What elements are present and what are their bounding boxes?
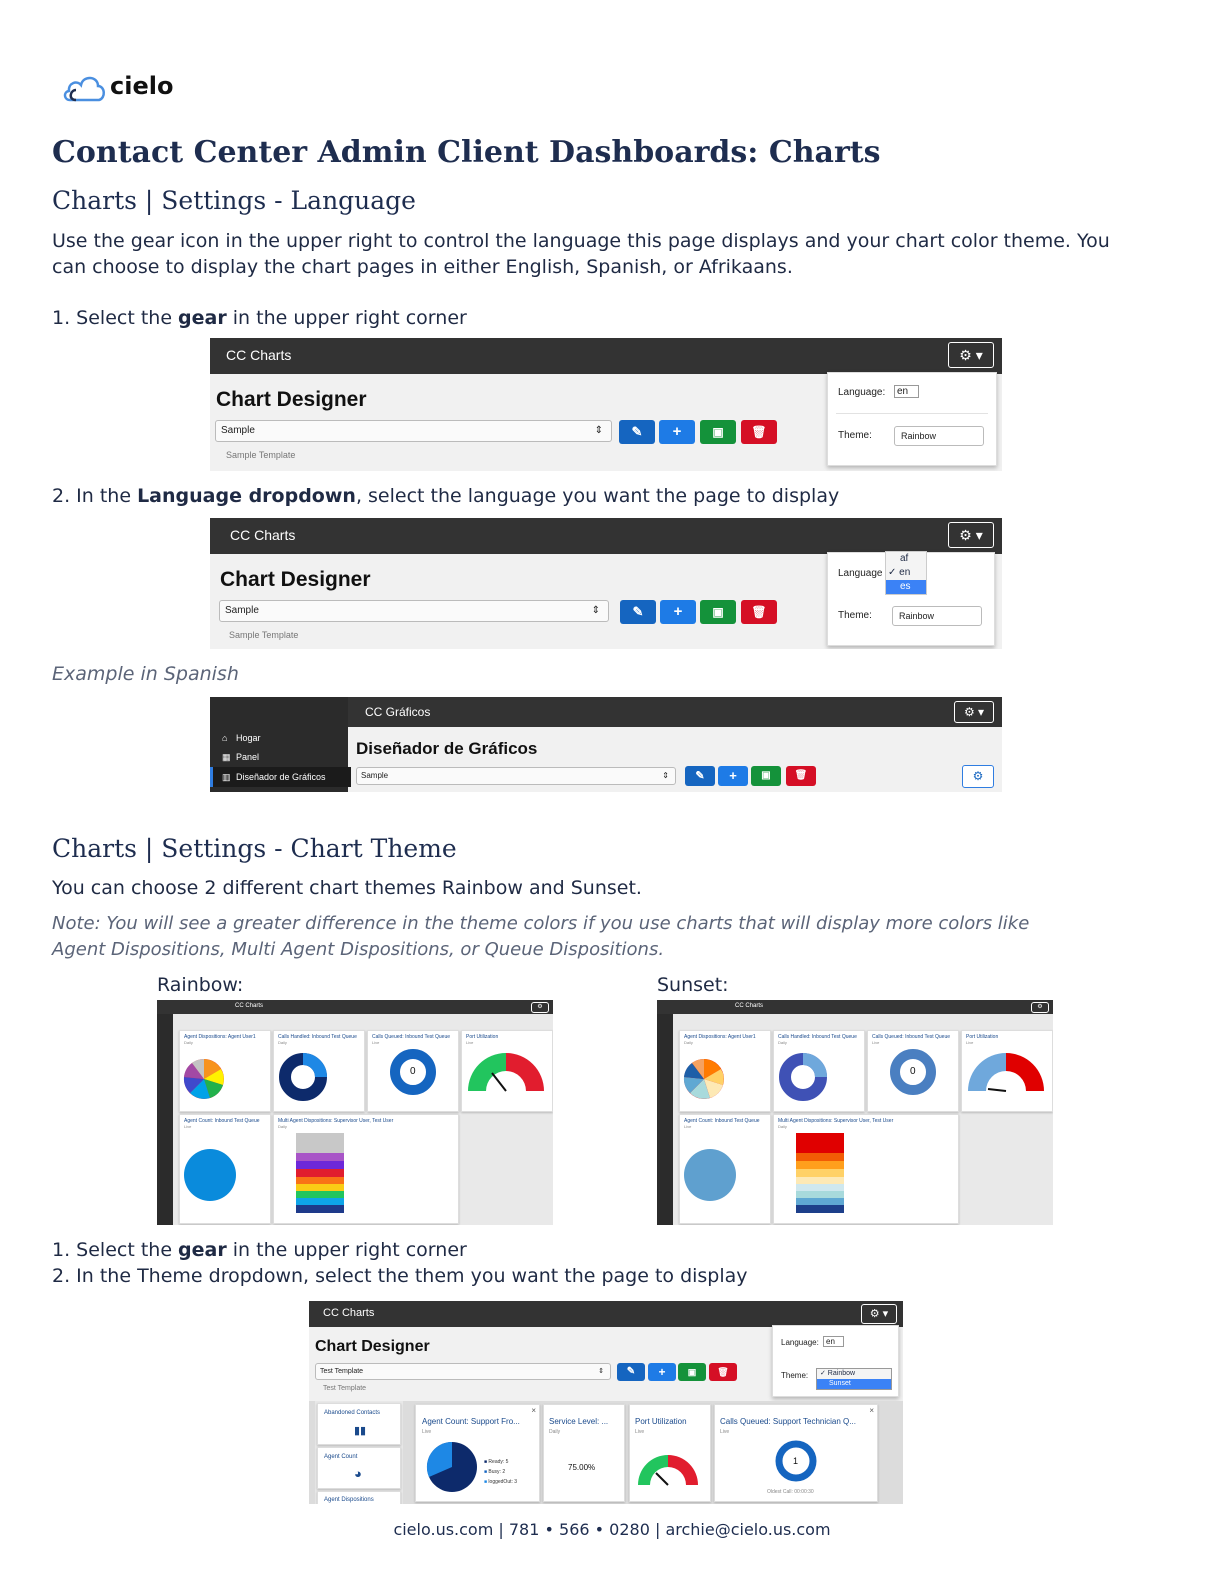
legend-label: loggedOut: 3 bbox=[488, 1479, 518, 1485]
save-icon: ▣ bbox=[761, 770, 771, 781]
card-title: Calls Queued: Inbound Test Queue bbox=[872, 1034, 951, 1040]
step-text: 1. Select the bbox=[52, 1239, 179, 1261]
language-select[interactable]: en bbox=[894, 385, 919, 398]
section-intro-theme: You can choose 2 different chart themes Rainbow and Sunset. bbox=[52, 877, 642, 899]
save-icon: ▣ bbox=[712, 425, 724, 439]
bar-chart-icon: ▮▮ bbox=[354, 1425, 367, 1437]
gear-button[interactable] bbox=[948, 522, 994, 548]
widget-calls-queued bbox=[714, 1404, 878, 1502]
language-option-en[interactable]: ✓ en bbox=[888, 567, 911, 578]
app-title: CC Charts bbox=[226, 347, 292, 363]
theme-select[interactable]: Rainbow bbox=[892, 606, 982, 626]
card-sub: Daily bbox=[684, 1040, 693, 1045]
card-agent-count bbox=[179, 1114, 271, 1224]
step-language-dropdown bbox=[52, 483, 839, 509]
card-sub: Daily bbox=[778, 1124, 787, 1129]
oldest-call: Oldest Call: 00:00:30 bbox=[767, 1489, 814, 1495]
pie-chart bbox=[416, 1405, 539, 1501]
gear-icon: ⚙ bbox=[972, 769, 984, 783]
card-title: Multi Agent Dispositions: Supervisor User, Test User bbox=[778, 1118, 894, 1124]
gauge-chart bbox=[462, 1031, 552, 1111]
theme-note: Note: You will see a greater difference in the theme colors if you use charts that will display more colors like Agent Dispositions, Multi Agent Dispositions, or Queue Dispositions. bbox=[52, 913, 1030, 960]
select-arrows-icon: ⇕ bbox=[594, 425, 603, 436]
logo bbox=[62, 70, 182, 104]
template-select[interactable] bbox=[215, 420, 612, 442]
step-text: 2. In the bbox=[52, 485, 138, 507]
app-title: CC Gráficos bbox=[365, 705, 431, 719]
screenshot-theme-dropdown bbox=[309, 1301, 903, 1504]
card-port-utilization bbox=[461, 1030, 553, 1112]
gear-button[interactable] bbox=[948, 342, 994, 368]
dashboard-sunset bbox=[657, 1000, 1053, 1225]
language-label: Language: bbox=[838, 387, 886, 398]
step-select-gear bbox=[52, 305, 467, 331]
legend-item: ■ Busy: 2 bbox=[484, 1469, 506, 1475]
save-icon: ▣ bbox=[712, 605, 724, 619]
app-title: CC Charts bbox=[230, 527, 296, 543]
popup-divider bbox=[836, 413, 988, 414]
theme-dropdown-list[interactable] bbox=[816, 1368, 892, 1390]
queued-value: 1 bbox=[793, 1456, 799, 1466]
section-heading-theme: Charts | Settings - Chart Theme bbox=[52, 834, 457, 863]
save-button[interactable] bbox=[751, 766, 781, 786]
card-title: Calls Queued: Support Technician Q... bbox=[720, 1417, 856, 1426]
plus-icon: + bbox=[672, 423, 682, 440]
app-topbar bbox=[210, 338, 1002, 374]
step-bold: gear bbox=[178, 1239, 227, 1261]
sidebar bbox=[157, 1014, 173, 1225]
gear-button[interactable] bbox=[1031, 1002, 1049, 1013]
pencil-icon: ✎ bbox=[695, 770, 705, 782]
sidebar-item-panel[interactable] bbox=[222, 752, 259, 763]
card-calls-queued bbox=[367, 1030, 459, 1112]
card-title: Agent Count: Inbound Test Queue bbox=[184, 1118, 260, 1124]
palette-item-label: Agent Dispositions bbox=[324, 1497, 374, 1503]
card-title: Calls Handled: Inbound Test Queue bbox=[278, 1034, 357, 1040]
card-agent-dispositions bbox=[179, 1030, 271, 1112]
card-sub: Daily bbox=[778, 1040, 787, 1045]
app-topbar bbox=[657, 1000, 1053, 1014]
select-arrows-icon: ⇕ bbox=[598, 1368, 604, 1375]
widget-agent-count bbox=[415, 1404, 540, 1502]
card-sub: Live bbox=[872, 1040, 880, 1045]
close-icon[interactable]: × bbox=[869, 1406, 874, 1415]
legend-item: ■ Ready: 5 bbox=[484, 1459, 509, 1465]
template-select[interactable] bbox=[315, 1363, 611, 1380]
screenshot-gear-menu bbox=[210, 338, 1002, 471]
card-title: Calls Queued: Inbound Test Queue bbox=[372, 1034, 451, 1040]
palette-item-label: Abandoned Contacts bbox=[324, 1410, 381, 1416]
pie-chart bbox=[680, 1115, 770, 1223]
delete-button[interactable] bbox=[741, 600, 777, 624]
gear-icon: ⚙ ▾ bbox=[959, 527, 983, 543]
queued-value: 0 bbox=[910, 1066, 916, 1077]
pie-chart bbox=[680, 1031, 770, 1111]
palette-item-agent-dispositions[interactable] bbox=[317, 1491, 401, 1504]
app-topbar bbox=[348, 697, 1002, 727]
card-sub: Live bbox=[184, 1124, 192, 1129]
save-button[interactable] bbox=[678, 1363, 706, 1381]
gear-icon: ⚙ ▾ bbox=[959, 347, 983, 363]
card-sub: Live bbox=[422, 1429, 432, 1435]
select-arrows-icon: ⇕ bbox=[591, 605, 600, 616]
add-button[interactable] bbox=[718, 766, 748, 786]
settings-popup bbox=[827, 372, 997, 466]
app-title: CC Charts bbox=[323, 1307, 375, 1319]
trash-icon: 🗑 bbox=[751, 605, 767, 619]
card-sub: Daily bbox=[278, 1040, 287, 1045]
trash-icon: 🗑 bbox=[751, 425, 767, 439]
template-select[interactable] bbox=[219, 600, 609, 622]
card-title: Agent Dispositions: Agent User1 bbox=[184, 1034, 256, 1040]
card-multi-agent bbox=[273, 1114, 459, 1224]
queue-donut bbox=[715, 1405, 877, 1501]
language-label: Language bbox=[838, 568, 883, 579]
edit-button[interactable] bbox=[619, 420, 655, 444]
card-sub: Live bbox=[684, 1124, 692, 1129]
language-select[interactable]: en bbox=[823, 1336, 844, 1347]
pencil-icon: ✎ bbox=[631, 424, 643, 439]
app-title: CC Charts bbox=[235, 1003, 264, 1009]
section-intro-language: Use the gear icon in the upper right to control the language this page displays and your chart color theme. You can choose to display the chart pages in either English, Spanish, or Afrikaans. bbox=[52, 230, 1110, 278]
sunset-label: Sunset: bbox=[657, 974, 729, 996]
chart-designer-title: Chart Designer bbox=[220, 568, 371, 591]
app-topbar bbox=[157, 1000, 553, 1014]
legend-item: ■ loggedOut: 3 bbox=[484, 1479, 518, 1485]
card-port-utilization bbox=[961, 1030, 1053, 1112]
card-sub: Daily bbox=[184, 1040, 193, 1045]
step-select-gear-theme bbox=[52, 1237, 467, 1263]
pie-chart bbox=[180, 1115, 270, 1223]
plus-icon: + bbox=[658, 1365, 666, 1379]
card-calls-queued bbox=[867, 1030, 959, 1112]
card-title: Agent Dispositions: Agent User1 bbox=[684, 1034, 756, 1040]
chart-designer-title: Chart Designer bbox=[216, 388, 367, 411]
donut-chart bbox=[274, 1031, 364, 1111]
step-theme-dropdown: 2. In the Theme dropdown, select the them you want the page to display bbox=[52, 1265, 748, 1287]
theme-label: Theme: bbox=[781, 1371, 809, 1380]
card-sub: Live bbox=[466, 1040, 474, 1045]
card-calls-handled bbox=[273, 1030, 365, 1112]
card-title: Service Level: ... bbox=[549, 1417, 609, 1426]
edit-button[interactable] bbox=[685, 766, 715, 786]
gear-button[interactable] bbox=[531, 1002, 549, 1013]
step-bold: gear bbox=[178, 307, 227, 329]
app-topbar bbox=[309, 1301, 903, 1327]
page-title: Contact Center Admin Client Dashboards: Charts bbox=[52, 135, 881, 170]
template-label: Test Template bbox=[323, 1385, 367, 1392]
card-title: Port Utilization bbox=[966, 1034, 999, 1040]
gear-icon: ⚙ ▾ bbox=[963, 705, 985, 719]
sidebar-item-chart-designer[interactable] bbox=[210, 767, 351, 787]
pie-icon: ◕ bbox=[354, 1466, 362, 1481]
sidebar-item-label: Panel bbox=[236, 752, 260, 762]
card-title: Port Utilization bbox=[466, 1034, 499, 1040]
theme-label: Theme: bbox=[838, 610, 872, 621]
card-title: Port Utilization bbox=[635, 1417, 687, 1426]
legend-label: Ready: 5 bbox=[488, 1459, 509, 1465]
gauge-chart bbox=[962, 1031, 1052, 1111]
card-sub: Daily bbox=[549, 1429, 561, 1435]
sidebar-item-label: Diseñador de Gráficos bbox=[236, 772, 326, 782]
gear-button[interactable] bbox=[954, 701, 994, 723]
card-sub: Live bbox=[635, 1429, 645, 1435]
app-topbar bbox=[210, 518, 1002, 554]
card-calls-handled bbox=[773, 1030, 865, 1112]
card-agent-dispositions bbox=[679, 1030, 771, 1112]
save-button[interactable] bbox=[700, 600, 736, 624]
widget-service-level bbox=[543, 1404, 625, 1502]
delete-button[interactable] bbox=[709, 1363, 737, 1381]
template-select[interactable] bbox=[356, 767, 676, 785]
edit-button[interactable] bbox=[620, 600, 656, 624]
add-button[interactable] bbox=[659, 420, 695, 444]
template-label: Sample Template bbox=[229, 630, 299, 640]
sidebar-item-label: Hogar bbox=[236, 733, 261, 743]
widget-palette bbox=[315, 1401, 403, 1504]
template-label: Sample Template bbox=[226, 450, 296, 460]
card-sub: Live bbox=[720, 1429, 730, 1435]
step-text: in the upper right corner bbox=[226, 307, 467, 329]
pie-chart bbox=[180, 1031, 270, 1111]
language-option-af[interactable]: af bbox=[900, 553, 909, 564]
app-title: CC Charts bbox=[735, 1003, 764, 1009]
section-heading-language: Charts | Settings - Language bbox=[52, 186, 416, 215]
step-bold: Language dropdown bbox=[137, 485, 356, 507]
template-select-value: Test Template bbox=[320, 1368, 364, 1375]
theme-select[interactable]: Rainbow bbox=[894, 426, 984, 446]
screenshot-spanish bbox=[210, 697, 1002, 792]
dashboard-rainbow bbox=[157, 1000, 553, 1225]
step-text: in the upper right corner bbox=[226, 1239, 467, 1261]
card-sub: Live bbox=[966, 1040, 974, 1045]
screenshot-language-dropdown bbox=[210, 518, 1002, 649]
trash-icon: 🗑 bbox=[717, 1367, 729, 1377]
gear-icon: ⚙ bbox=[1037, 1004, 1043, 1010]
add-button[interactable] bbox=[648, 1363, 676, 1381]
gear-icon: ⚙ ▾ bbox=[869, 1308, 889, 1320]
rainbow-label: Rainbow: bbox=[157, 974, 244, 996]
card-title: Multi Agent Dispositions: Supervisor User, Test User bbox=[278, 1118, 394, 1124]
card-multi-agent bbox=[773, 1114, 959, 1224]
settings-button[interactable] bbox=[962, 765, 994, 788]
chart-designer-title: Chart Designer bbox=[315, 1338, 430, 1355]
theme-option-rainbow[interactable]: ✓ Rainbow bbox=[820, 1370, 856, 1377]
chart-legend bbox=[484, 1457, 517, 1487]
card-sub: Live bbox=[372, 1040, 380, 1045]
language-label: Language: bbox=[781, 1338, 819, 1347]
palette-item-label: Agent Count bbox=[324, 1454, 358, 1460]
example-caption: Example in Spanish bbox=[52, 663, 239, 685]
theme-label: Theme: bbox=[838, 430, 872, 441]
step-text: 1. Select the bbox=[52, 307, 179, 329]
card-agent-count bbox=[679, 1114, 771, 1224]
bar-chart-icon: ▥ bbox=[222, 772, 231, 782]
plus-icon: + bbox=[673, 603, 683, 620]
palette-item-abandoned[interactable] bbox=[317, 1403, 401, 1445]
cloud-logo-icon bbox=[62, 70, 108, 104]
add-button[interactable] bbox=[660, 600, 696, 624]
template-select-value: Sample bbox=[225, 605, 259, 616]
delete-button[interactable] bbox=[741, 420, 777, 444]
pencil-icon: ✎ bbox=[626, 1366, 636, 1377]
close-icon[interactable]: × bbox=[531, 1406, 536, 1415]
trash-icon: 🗑 bbox=[794, 770, 808, 781]
pencil-icon: ✎ bbox=[632, 604, 644, 619]
card-sub: Daily bbox=[278, 1124, 287, 1129]
gear-button[interactable] bbox=[861, 1304, 897, 1324]
edit-button[interactable] bbox=[617, 1363, 645, 1381]
theme-option-sunset[interactable]: Sunset bbox=[817, 1379, 891, 1389]
home-icon: ⌂ bbox=[222, 733, 228, 743]
card-title: Calls Handled: Inbound Test Queue bbox=[778, 1034, 857, 1040]
palette-item-agent-count[interactable] bbox=[317, 1447, 401, 1489]
language-dropdown-list[interactable] bbox=[885, 551, 927, 595]
page-title-spanish: Diseñador de Gráficos bbox=[356, 739, 538, 758]
dashboard-icon: ▦ bbox=[222, 752, 231, 762]
save-icon: ▣ bbox=[687, 1367, 697, 1377]
gear-icon: ⚙ bbox=[537, 1004, 543, 1010]
page-footer: cielo.us.com | 781 • 566 • 0280 | archie@cielo.us.com bbox=[393, 1520, 831, 1539]
stacked-bar-chart bbox=[774, 1115, 958, 1223]
queued-value: 0 bbox=[410, 1066, 416, 1077]
save-button[interactable] bbox=[700, 420, 736, 444]
sidebar-item-home[interactable] bbox=[222, 733, 261, 743]
widget-port-utilization bbox=[629, 1404, 711, 1502]
template-select-value: Sample bbox=[361, 771, 389, 780]
delete-button[interactable] bbox=[786, 766, 816, 786]
step-text: , select the language you want the page to display bbox=[355, 485, 840, 507]
card-title: Agent Count: Support Fro... bbox=[422, 1417, 520, 1426]
gauge-chart bbox=[630, 1405, 710, 1501]
sidebar bbox=[657, 1014, 673, 1225]
card-title: Agent Count: Inbound Test Queue bbox=[684, 1118, 760, 1124]
stacked-bar-chart bbox=[274, 1115, 458, 1223]
logo-text: cielo bbox=[110, 72, 174, 100]
select-arrows-icon: ⇕ bbox=[662, 771, 669, 780]
legend-label: Busy: 2 bbox=[488, 1469, 506, 1475]
template-select-value: Sample bbox=[221, 425, 255, 436]
service-level-value: 75.00% bbox=[568, 1463, 596, 1472]
donut-chart bbox=[774, 1031, 864, 1111]
plus-icon: + bbox=[729, 768, 737, 783]
language-option-es[interactable]: es bbox=[886, 580, 926, 594]
